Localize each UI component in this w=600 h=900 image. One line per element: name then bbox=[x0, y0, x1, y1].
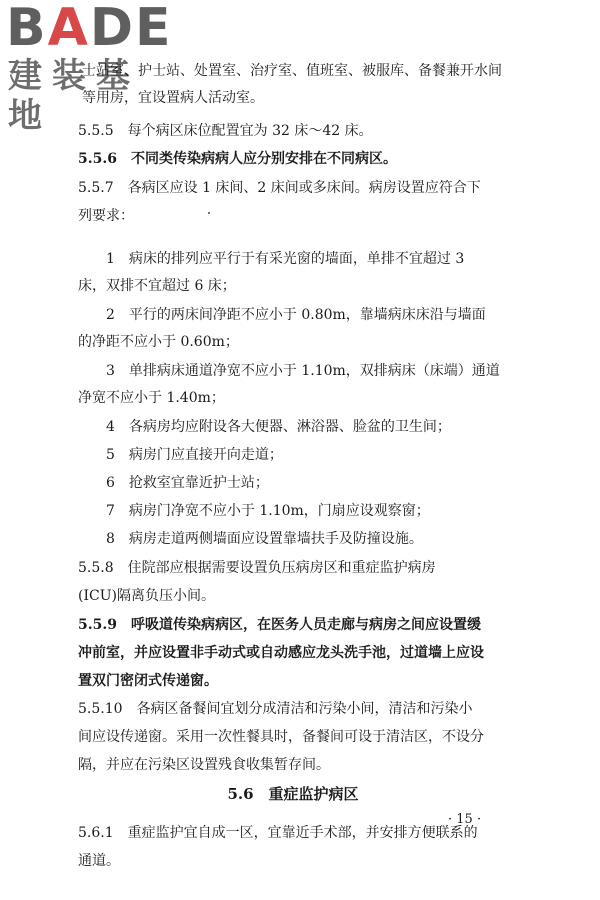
text-line: 列要求： bbox=[78, 208, 134, 224]
text-line: 通道。 bbox=[78, 853, 120, 869]
list-item-1: 1 病床的排列应平行于有采光窗的墙面，单排不宜超过 3 bbox=[106, 251, 465, 267]
text-line: 等用房，宜设置病人活动室。 bbox=[82, 90, 264, 106]
list-item-7: 7 病房门净宽不应小于 1.10m，门扇应设观察窗； bbox=[106, 503, 430, 519]
scan-speck bbox=[208, 212, 210, 214]
text-line: 冲前室，并应设置非手动式或自动感应龙头洗手池，过道墙上应设 bbox=[78, 645, 484, 661]
clause-5-5-5: 5.5.5 每个病区床位配置宜为 32 床～42 床。 bbox=[78, 123, 373, 139]
list-item-8: 8 病房走道两侧墙面应设置靠墙扶手及防撞设施。 bbox=[106, 531, 423, 547]
clause-5-5-6: 5.5.6 不同类传染病病人应分别安排在不同病区。 bbox=[78, 151, 397, 167]
clause-5-5-10: 5.5.10 各病区备餐间宜划分成清洁和污染小间，清洁和污染小 bbox=[78, 701, 473, 717]
text-line: 隔，并应在污染区设置残食收集暂存间。 bbox=[78, 757, 330, 773]
page-number: · 15 · bbox=[448, 812, 482, 827]
list-item-6: 6 抢救室宜靠近护士站； bbox=[106, 475, 269, 491]
list-item-2: 2 平行的两床间净距不应小于 0.80m，靠墙病床床沿与墙面 bbox=[106, 307, 486, 323]
logo-subtitle: 建装基地 bbox=[8, 56, 140, 136]
list-item-5: 5 病房门应直接开向走道； bbox=[106, 447, 283, 463]
list-item-4: 4 各病房均应附设各大便器、淋浴器、脸盆的卫生间； bbox=[106, 419, 451, 435]
clause-5-5-8: 5.5.8 住院部应根据需要设置负压病房区和重症监护病房 bbox=[78, 560, 436, 576]
clause-5-5-7: 5.5.7 各病区应设 1 床间、2 床间或多床间。病房设置应符合下 bbox=[78, 180, 481, 196]
text-line: 的净距不应小于 0.60m； bbox=[78, 334, 239, 350]
text-line: 置双门密闭式传递窗。 bbox=[78, 673, 218, 689]
section-heading: 5.6 重症监护病区 bbox=[227, 785, 359, 803]
list-item-3: 3 单排病床通道净宽不应小于 1.10m，双排病床（床端）通道 bbox=[106, 363, 500, 379]
text-line: (ICU)隔离负压小间。 bbox=[78, 588, 215, 604]
logo-brand: BADE bbox=[6, 0, 173, 58]
clause-5-6-1: 5.6.1 重症监护宜自成一区，宜靠近手术部，并安排方便联系的 bbox=[78, 825, 478, 841]
text-line: 床，双排不宜超过 6 床； bbox=[78, 278, 236, 294]
text-line: 间应设传递窗。采用一次性餐具时，备餐间可设于清洁区，不设分 bbox=[78, 729, 484, 745]
clause-5-5-9: 5.5.9 呼吸道传染病病区，在医务人员走廊与病房之间应设置缓 bbox=[78, 617, 481, 633]
text-line: 净宽不应小于 1.40m； bbox=[78, 390, 225, 406]
text-line: 士站室、护士站、处置室、治疗室、值班室、被服库、备餐兼开水间 bbox=[82, 63, 502, 79]
